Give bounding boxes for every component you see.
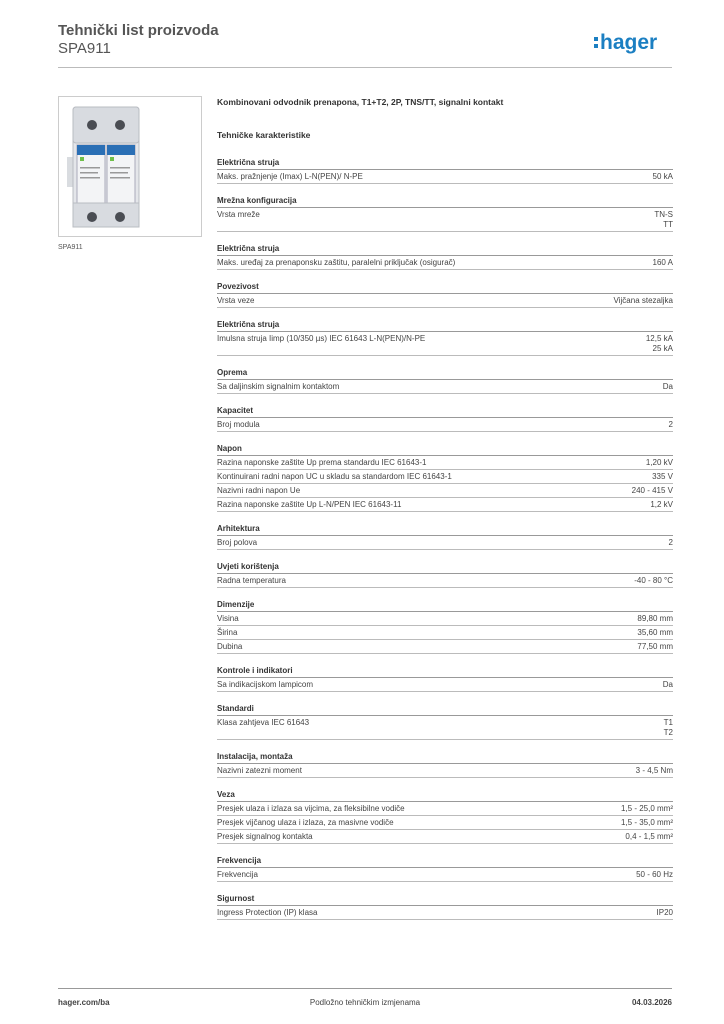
- spec-sections: [217, 156, 673, 920]
- spec-section-title: Električna struja: [217, 156, 673, 170]
- spec-label: Visina: [217, 614, 239, 623]
- spec-value: 335 V: [652, 472, 673, 481]
- spec-value: IP20: [656, 908, 673, 917]
- spec-section: [217, 854, 673, 882]
- spec-section: [217, 892, 673, 920]
- spec-row: [217, 612, 673, 626]
- spec-label: Broj polova: [217, 538, 258, 547]
- spec-value: 2: [668, 420, 673, 429]
- spec-label: Presjek vijčanog ulaza i izlaza, za masivne vodiče: [217, 818, 394, 827]
- spec-label: Nazivni zatezni moment: [217, 766, 302, 775]
- spec-label: Širina: [217, 628, 238, 637]
- spec-row: [217, 536, 673, 550]
- spec-label: Maks. pražnjenje (Imax) L-N(PEN)/ N-PE: [217, 172, 363, 181]
- spec-row: [217, 906, 673, 920]
- spec-section: [217, 702, 673, 740]
- spec-row: [217, 170, 673, 184]
- spec-label: Broj modula: [217, 420, 260, 429]
- spec-label: Nazivni radni napon Ue: [217, 486, 301, 495]
- spec-row: [217, 498, 673, 512]
- spec-section-title: Frekvencija: [217, 854, 673, 868]
- spec-row: [217, 716, 673, 740]
- spec-label: Sa daljinskim signalnim kontaktom: [217, 382, 340, 391]
- spec-row: [217, 626, 673, 640]
- spec-section: [217, 560, 673, 588]
- product-image-caption: SPA911: [58, 244, 83, 251]
- hager-logo: [592, 28, 672, 56]
- footer-website: hager.com/ba: [58, 998, 110, 1007]
- spec-row: [217, 816, 673, 830]
- spec-section: [217, 404, 673, 432]
- spec-label: Presjek signalnog kontakta: [217, 832, 313, 841]
- spec-section-title: Mrežna konfiguracija: [217, 194, 673, 208]
- spec-section: [217, 522, 673, 550]
- spec-section: [217, 194, 673, 232]
- spec-label: Radna temperatura: [217, 576, 286, 585]
- spec-value: Da: [662, 680, 673, 689]
- spec-row: [217, 678, 673, 692]
- spec-label: Kontinuirani radni napon UC u skladu sa standardom IEC 61643-1: [217, 472, 452, 481]
- spec-section: [217, 750, 673, 778]
- product-image: [58, 96, 202, 237]
- spec-row: [217, 802, 673, 816]
- spec-section-title: Kapacitet: [217, 404, 673, 418]
- spec-label: Ingress Protection (IP) klasa: [217, 908, 318, 917]
- spec-section: [217, 242, 673, 270]
- specs-heading: Tehničke karakteristike: [217, 130, 311, 140]
- spec-section-title: Povezivost: [217, 280, 673, 294]
- spec-value: 1,20 kV: [645, 458, 673, 467]
- spec-row: [217, 470, 673, 484]
- spec-row: [217, 294, 673, 308]
- spec-value: 0,4 - 1,5 mm²: [625, 832, 673, 841]
- spec-section: [217, 664, 673, 692]
- spec-section: [217, 788, 673, 844]
- spec-row: [217, 380, 673, 394]
- spec-value: 35,60 mm: [637, 628, 673, 637]
- spec-row: [217, 418, 673, 432]
- spec-label: Vrsta mreže: [217, 210, 260, 219]
- spec-section: [217, 366, 673, 394]
- page-title: Tehnički list proizvoda: [58, 22, 219, 39]
- spec-label: Razina naponske zaštite Up L-N/PEN IEC 61643-11: [217, 500, 402, 509]
- spec-value: 89,80 mm: [637, 614, 673, 623]
- spec-value: Da: [662, 382, 673, 391]
- page-footer: [58, 988, 672, 1010]
- spec-label: Dubina: [217, 642, 243, 651]
- spec-row: [217, 640, 673, 654]
- page-header: [58, 22, 672, 68]
- spec-value: 3 - 4,5 Nm: [635, 766, 673, 775]
- spec-row: [217, 484, 673, 498]
- spec-section: [217, 318, 673, 356]
- spec-row: [217, 208, 673, 232]
- spec-section-title: Električna struja: [217, 242, 673, 256]
- spec-value: 1,5 - 25,0 mm²: [620, 804, 673, 813]
- spec-value: 1,5 - 35,0 mm²: [620, 818, 673, 827]
- spec-row: [217, 332, 673, 356]
- spec-label: Sa indikacijskom lampicom: [217, 680, 314, 689]
- spec-row: [217, 764, 673, 778]
- spec-label: Frekvencija: [217, 870, 258, 879]
- spec-label: Razina naponske zaštite Up prema standardu IEC 61643-1: [217, 458, 427, 467]
- spec-value: 50 - 60 Hz: [636, 870, 673, 879]
- footer-date: 04.03.2026: [631, 998, 672, 1007]
- spec-label: Presjek ulaza i izlaza sa vijcima, za fleksibilne vodiče: [217, 804, 405, 813]
- spec-value: -40 - 80 °C: [634, 576, 673, 585]
- spec-section-title: Oprema: [217, 366, 673, 380]
- spec-section-title: Instalacija, montaža: [217, 750, 673, 764]
- spec-value: 50 kA: [652, 172, 673, 181]
- spec-section-title: Napon: [217, 442, 673, 456]
- spec-section-title: Standardi: [217, 702, 673, 716]
- footer-notice: Podložno tehničkim izmjenama: [309, 998, 421, 1007]
- product-description: Kombinovani odvodnik prenapona, T1+T2, 2P, TNS/TT, signalni kontakt: [217, 97, 504, 107]
- spec-section-title: Dimenzije: [217, 598, 673, 612]
- spec-section-title: Sigurnost: [217, 892, 673, 906]
- surge-arrester-illustration: [59, 97, 201, 236]
- spec-label: Vrsta veze: [217, 296, 255, 305]
- logo-text: hager: [600, 31, 658, 54]
- spec-section: [217, 442, 673, 512]
- spec-value: 2: [668, 538, 673, 547]
- spec-row: [217, 868, 673, 882]
- spec-section: [217, 598, 673, 654]
- spec-label: Maks. uređaj za prenaponsku zaštitu, paralelni priključak (osigurač): [217, 258, 456, 267]
- spec-section: [217, 280, 673, 308]
- spec-label: Imulsna struja Iimp (10/350 µs) IEC 61643 L-N(PEN)/N-PE: [217, 334, 426, 343]
- spec-value: TN-S TT: [654, 210, 673, 229]
- spec-value: 1,2 kV: [650, 500, 673, 509]
- spec-value: 77,50 mm: [637, 642, 673, 651]
- spec-row: [217, 574, 673, 588]
- spec-section: [217, 156, 673, 184]
- spec-value: Vijčana stezaljka: [613, 296, 673, 305]
- spec-section-title: Arhitektura: [217, 522, 673, 536]
- spec-value: 240 - 415 V: [631, 486, 673, 495]
- spec-section-title: Električna struja: [217, 318, 673, 332]
- spec-row: [217, 256, 673, 270]
- spec-value: 12,5 kA 25 kA: [645, 334, 673, 353]
- spec-row: [217, 456, 673, 470]
- spec-content: [217, 96, 673, 920]
- spec-label: Klasa zahtjeva IEC 61643: [217, 718, 310, 727]
- spec-section-title: Uvjeti korištenja: [217, 560, 673, 574]
- spec-value: 160 A: [652, 258, 673, 267]
- spec-value: T1 T2: [663, 718, 673, 737]
- spec-section-title: Kontrole i indikatori: [217, 664, 673, 678]
- spec-row: [217, 830, 673, 844]
- spec-section-title: Veza: [217, 788, 673, 802]
- product-code: SPA911: [58, 40, 111, 57]
